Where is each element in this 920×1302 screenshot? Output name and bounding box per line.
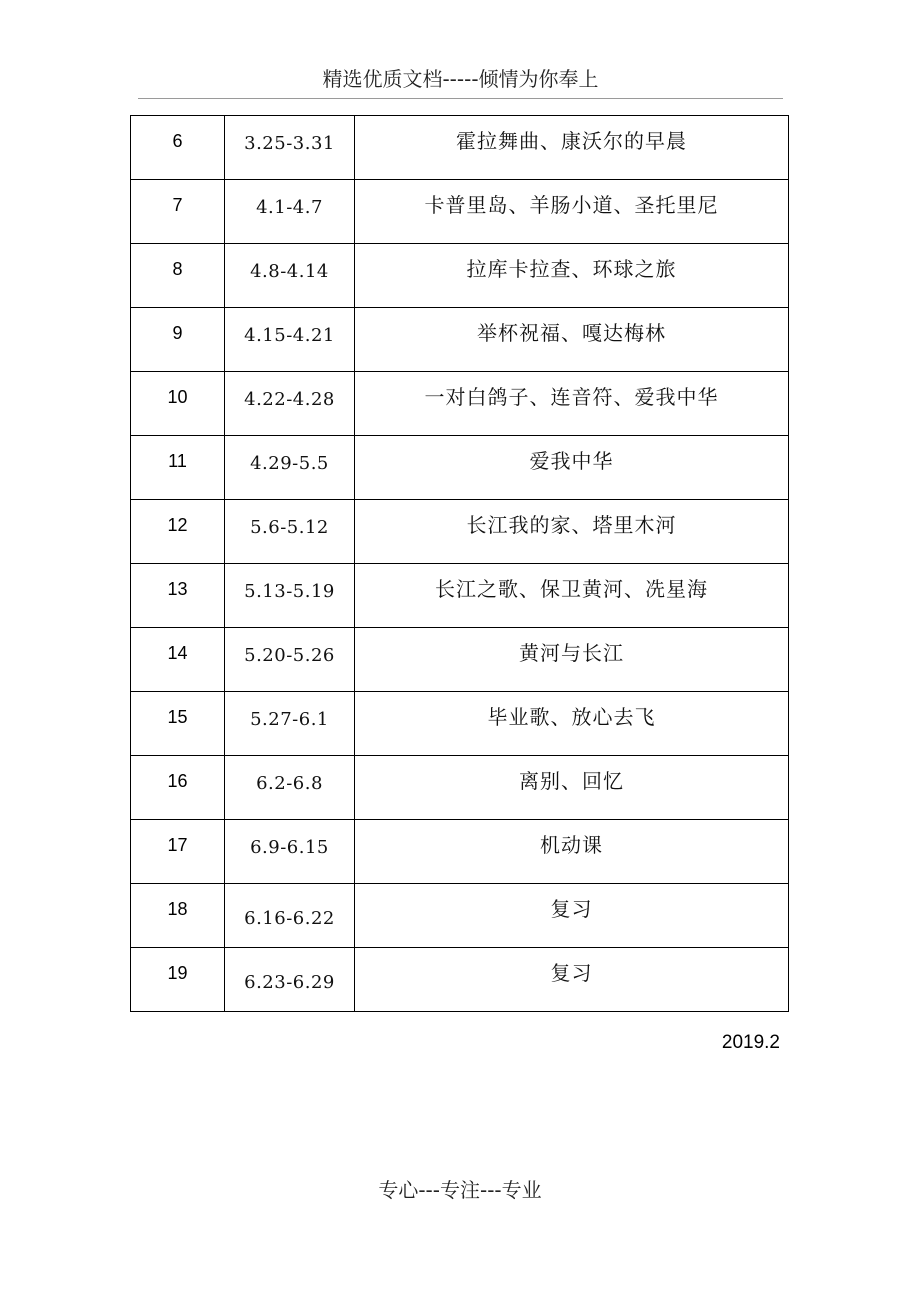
lesson-content: 长江之歌、保卫黄河、冼星海: [435, 577, 708, 601]
table-row: [131, 372, 789, 436]
date-range: 6.9-6.15: [250, 837, 329, 858]
lesson-content: 毕业歌、放心去飞: [487, 705, 656, 729]
page-header: 精选优质文档-----倾情为你奉上: [138, 62, 783, 99]
week-number: 19: [167, 963, 188, 983]
date-cell: [225, 628, 355, 692]
date-range: 5.20-5.26: [244, 645, 335, 666]
week-cell: [131, 948, 225, 1012]
content-cell: [355, 308, 789, 372]
week-number: 17: [167, 835, 188, 855]
date-cell: [225, 820, 355, 884]
date-range: 4.8-4.14: [250, 261, 329, 282]
content-cell: [355, 820, 789, 884]
week-number: 8: [172, 259, 183, 279]
week-cell: [131, 180, 225, 244]
content-cell: [355, 436, 789, 500]
date-range: 5.13-5.19: [244, 581, 335, 602]
page-footer: 专心---专注---专业: [378, 1178, 542, 1202]
content-cell: [355, 244, 789, 308]
lesson-content: 复习: [550, 897, 593, 921]
date-range: 6.16-6.22: [244, 908, 335, 929]
table-row: [131, 884, 789, 948]
table-row: [131, 564, 789, 628]
week-cell: [131, 820, 225, 884]
content-cell: [355, 756, 789, 820]
content-cell: [355, 692, 789, 756]
schedule-table: [130, 115, 789, 1012]
lesson-content: 黄河与长江: [519, 641, 624, 665]
date-cell: [225, 308, 355, 372]
content-cell: [355, 180, 789, 244]
lesson-content: 复习: [550, 961, 593, 985]
week-number: 16: [167, 771, 188, 791]
lesson-content: 离别、回忆: [519, 769, 624, 793]
content-cell: [355, 372, 789, 436]
week-cell: [131, 308, 225, 372]
lesson-content: 一对白鸽子、连音符、爱我中华: [424, 385, 719, 409]
week-cell: [131, 244, 225, 308]
date-range: 4.1-4.7: [256, 197, 323, 218]
content-cell: [355, 884, 789, 948]
week-cell: [131, 884, 225, 948]
date-cell: [225, 692, 355, 756]
date-range: 4.15-4.21: [244, 325, 335, 346]
week-number: 13: [167, 579, 188, 599]
lesson-content: 爱我中华: [529, 449, 614, 473]
week-cell: [131, 372, 225, 436]
date-cell: [225, 948, 355, 1012]
week-number: 10: [167, 387, 188, 407]
week-number: 9: [172, 323, 183, 343]
week-number: 14: [167, 643, 188, 663]
lesson-content: 长江我的家、塔里木河: [466, 513, 677, 537]
table-row: [131, 244, 789, 308]
lesson-content: 卡普里岛、羊肠小道、圣托里尼: [424, 193, 719, 217]
table-row: [131, 436, 789, 500]
date-cell: [225, 372, 355, 436]
document-date: 2019.2: [721, 1032, 780, 1053]
date-cell: [225, 884, 355, 948]
week-number: 18: [167, 899, 188, 919]
week-cell: [131, 116, 225, 180]
week-cell: [131, 756, 225, 820]
week-cell: [131, 436, 225, 500]
date-range: 5.27-6.1: [250, 709, 329, 730]
lesson-content: 举杯祝福、嘎达梅林: [477, 321, 666, 345]
week-cell: [131, 564, 225, 628]
date-range: 6.2-6.8: [256, 773, 323, 794]
content-cell: [355, 500, 789, 564]
table-row: [131, 692, 789, 756]
lesson-content: 机动课: [540, 833, 603, 857]
week-number: 7: [172, 195, 183, 215]
lesson-content: 拉库卡拉查、环球之旅: [466, 257, 677, 281]
date-range: 4.22-4.28: [244, 389, 335, 410]
date-range: 5.6-5.12: [250, 517, 329, 538]
table-row: [131, 628, 789, 692]
week-number: 15: [167, 707, 188, 727]
table-row: [131, 308, 789, 372]
content-cell: [355, 628, 789, 692]
table-row: [131, 500, 789, 564]
week-number: 6: [172, 131, 183, 151]
content-cell: [355, 564, 789, 628]
content-cell: [355, 116, 789, 180]
table-row: [131, 820, 789, 884]
date-range: 4.29-5.5: [250, 453, 329, 474]
date-cell: [225, 756, 355, 820]
date-cell: [225, 564, 355, 628]
date-cell: [225, 116, 355, 180]
table-row: [131, 180, 789, 244]
week-cell: [131, 500, 225, 564]
date-cell: [225, 244, 355, 308]
date-cell: [225, 436, 355, 500]
table-row: [131, 756, 789, 820]
week-cell: [131, 692, 225, 756]
week-number: 11: [168, 451, 187, 471]
week-number: 12: [167, 515, 188, 535]
date-range: 3.25-3.31: [244, 133, 335, 154]
date-cell: [225, 500, 355, 564]
lesson-content: 霍拉舞曲、康沃尔的早晨: [456, 129, 687, 153]
content-cell: [355, 948, 789, 1012]
table-row: [131, 116, 789, 180]
week-cell: [131, 628, 225, 692]
date-range: 6.23-6.29: [244, 972, 335, 993]
date-cell: [225, 180, 355, 244]
table-row: [131, 948, 789, 1012]
